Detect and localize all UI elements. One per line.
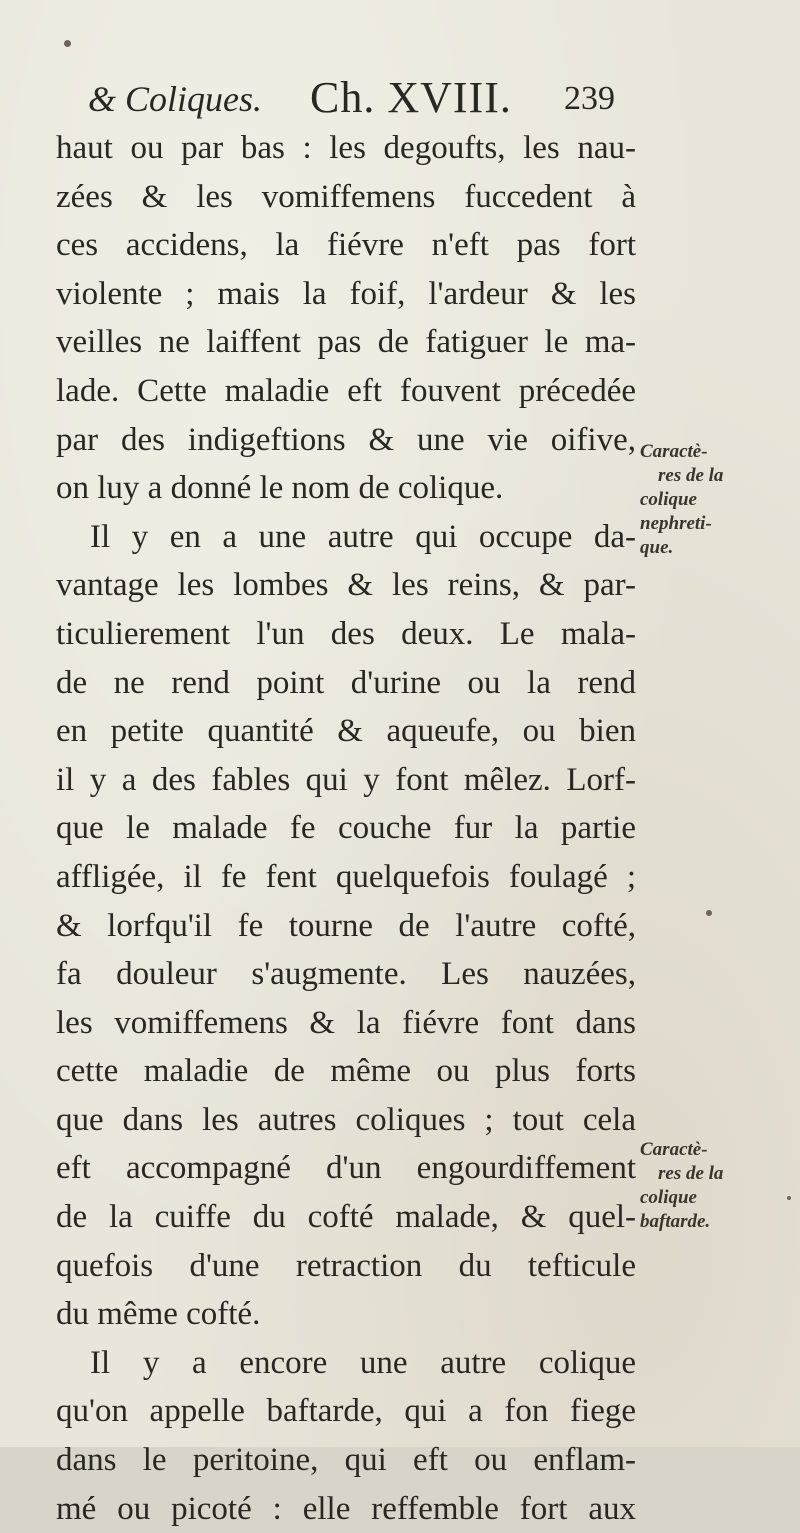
text-line: du même cofté. bbox=[56, 1296, 261, 1333]
ink-spot bbox=[706, 910, 712, 916]
text-line: haut ou par bas : les degoufts, les nau- bbox=[56, 130, 636, 166]
margin-note-line: nephreti- bbox=[640, 513, 712, 534]
text-line: en petite quantité & aqueufe, ou bien bbox=[56, 713, 636, 750]
margin-note-nephretique bbox=[640, 440, 795, 560]
text-line: cette maladie de même ou plus forts bbox=[56, 1053, 636, 1090]
margin-note-line: Caractè- bbox=[640, 441, 708, 462]
text-line: par des indigeftions & une vie oifive, bbox=[56, 421, 636, 458]
chapter-number: Ch. XVIII. bbox=[310, 73, 512, 122]
text-line: eft accompagné d'un engourdiffement bbox=[56, 1150, 636, 1187]
text-line: & lorfqu'il fe tourne de l'autre cofté, bbox=[56, 907, 636, 944]
margin-note-line: res de la bbox=[658, 465, 724, 486]
text-line: de la cuiffe du cofté malade, & quel- bbox=[56, 1199, 636, 1236]
text-line: ticulierement l'un des deux. Le mala- bbox=[56, 615, 636, 652]
running-head-title: & Coliques. bbox=[88, 79, 263, 119]
text-line: que le malade fe couche fur la partie bbox=[56, 810, 636, 847]
text-line: qu'on appelle baftarde, qui a fon fiege bbox=[56, 1393, 636, 1430]
margin-note-bastarde bbox=[640, 1138, 795, 1234]
paragraph-start-line: Il y en a une autre qui occupe da- bbox=[90, 518, 636, 555]
text-line: lade. Cette maladie eft fouvent précedée bbox=[56, 372, 636, 409]
ink-spot bbox=[64, 40, 71, 47]
text-line: zées & les vomiffemens fuccedent à bbox=[56, 178, 636, 215]
margin-note-line: que. bbox=[640, 537, 674, 558]
text-line: quefois d'une retraction du tefticule bbox=[56, 1247, 636, 1284]
page-number: 239 bbox=[564, 80, 615, 117]
text-line: il y a des fables qui y font mêlez. Lorf- bbox=[56, 761, 636, 798]
margin-note-line: Caractè- bbox=[640, 1139, 708, 1160]
text-line: mé ou picoté : elle reffemble fort aux bbox=[56, 1490, 636, 1527]
text-line: dans le peritoine, qui eft ou enflam- bbox=[56, 1442, 636, 1479]
text-line: ces accidens, la fiévre n'eft pas fort bbox=[56, 227, 636, 264]
margin-note-line: colique bbox=[640, 1187, 697, 1208]
paragraph-start-line: Il y a encore une autre colique bbox=[90, 1344, 636, 1381]
margin-note-line: baftarde. bbox=[640, 1211, 711, 1232]
text-line: vantage les lombes & les reins, & par- bbox=[56, 567, 636, 604]
text-line: les vomiffemens & la fiévre font dans bbox=[56, 1004, 636, 1041]
text-line: de ne rend point d'urine ou la rend bbox=[56, 664, 636, 701]
text-line: veilles ne laiffent pas de fatiguer le ma- bbox=[56, 324, 636, 361]
body-text bbox=[56, 124, 636, 1533]
text-line: que dans les autres coliques ; tout cela bbox=[56, 1101, 636, 1138]
margin-note-line: colique bbox=[640, 489, 697, 510]
ink-spot bbox=[787, 1196, 791, 1200]
text-line: fa douleur s'augmente. Les nauzées, bbox=[56, 956, 636, 993]
text-line: on luy a donné le nom de colique. bbox=[56, 470, 504, 507]
running-head bbox=[88, 72, 628, 124]
margin-note-line: res de la bbox=[658, 1163, 724, 1184]
text-line: violente ; mais la foif, l'ardeur & les bbox=[56, 275, 636, 312]
text-line: affligée, il fe fent quelquefois foulagé ; bbox=[56, 858, 636, 895]
